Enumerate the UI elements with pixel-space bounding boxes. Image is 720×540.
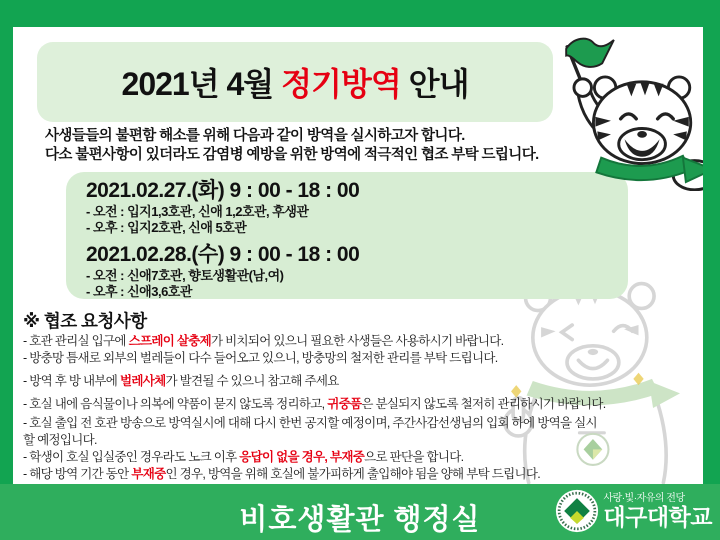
university-name: 대구대학교 xyxy=(603,503,712,530)
note-item: - 방충망 틈새로 외부의 벌레들이 다수 들어오고 있으니, 방충망의 철저한 관리를 부탁 드립니다. xyxy=(23,351,498,365)
tiger-mascot-illustration xyxy=(537,31,703,191)
university-emblem-icon xyxy=(555,489,599,533)
schedule-entry xyxy=(86,242,628,300)
note-item: - 호실 출입 전 호관 방송으로 방역실시에 대해 다시 한번 공지할 예정이며, 주간사감선생님의 입회 하에 방역을 실시 할 예정입니다. xyxy=(23,416,597,447)
notes-heading: ※ 협조 요청사항 xyxy=(23,311,147,331)
note-item: - 방역 후 방 내부에 벌레사체가 발견될 수 있으니 참고해 주세요 xyxy=(23,374,339,388)
university-logo-text xyxy=(603,493,712,530)
intro-line-2: 다소 불편사항이 있더라도 감염병 예방을 위한 방역에 적극적인 협조 부탁 드립니다. xyxy=(45,147,539,163)
title-banner xyxy=(37,42,553,122)
note-item: - 호실 내에 음식물이나 의복에 약품이 묻지 않도록 정리하고, 귀중품은 분실되지 않도록 철저히 관리하시기 바랍니다. xyxy=(23,397,606,411)
schedule-detail-afternoon: - 오후 : 입지2호관, 신애 5호관 xyxy=(86,220,247,235)
schedule-box xyxy=(66,172,628,299)
schedule-detail-morning: - 오전 : 신애7호관, 향토생활관(남,여) xyxy=(86,268,284,283)
notes-list xyxy=(23,333,699,483)
schedule-datetime: 2021.02.28.(수) 9 : 00 - 18 : 00 xyxy=(86,243,360,266)
intro-line-1: 사생들들의 불편함 해소를 위해 다음과 같이 방역을 실시하고자 합니다. xyxy=(45,128,465,144)
content-area xyxy=(13,27,703,484)
note-item: - 호관 관리실 입구에 스프레이 살충제가 비치되어 있으니 필요한 사생들은 사용하시기 바랍니다. xyxy=(23,334,504,348)
note-item: - 해당 방역 기간 동안 부재중인 경우, 방역을 위해 호실에 불가피하게 출입해야 됨을 양해 부탁 드립니다. xyxy=(23,467,540,481)
intro-text xyxy=(45,127,539,165)
page-title: 2021년 4월 정기방역 안내 xyxy=(121,66,469,102)
note-item: - 학생이 호실 입실중인 경우라도 노크 이후 응답이 없을 경우, 부재중으로 판단을 합니다. xyxy=(23,450,464,464)
footer-bar xyxy=(0,484,720,540)
schedule-datetime: 2021.02.27.(화) 9 : 00 - 18 : 00 xyxy=(86,179,360,202)
schedule-detail-afternoon: - 오후 : 신애3,6호관 xyxy=(86,284,192,299)
university-logo xyxy=(555,489,712,533)
schedule-detail-morning: - 오전 : 입지1,3호관, 신애 1,2호관, 후생관 xyxy=(86,204,309,219)
university-slogan: 사랑·빛·자유의 전당 xyxy=(603,492,685,504)
office-name: 비호생활관 행정실 xyxy=(239,504,481,536)
